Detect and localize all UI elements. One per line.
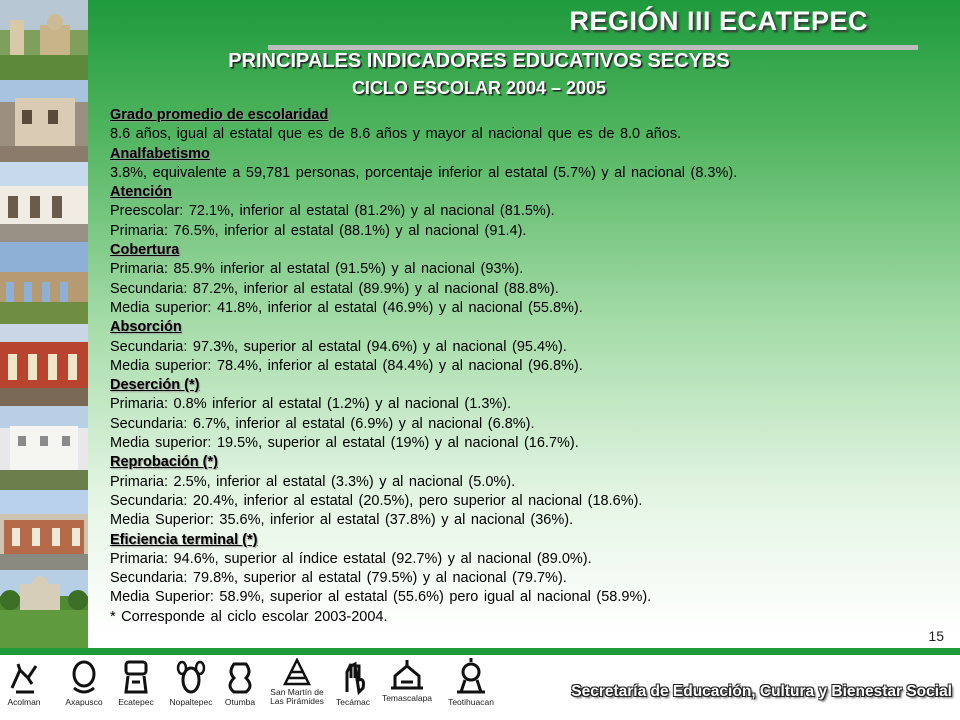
- section-cobertura: [110, 241, 910, 318]
- section-line: Media Superior: 58.9%, superior al estatal (55.6%) pero igual al nacional (58.9%).: [110, 589, 652, 606]
- section-line: Media superior: 78.4%, inferior al estatal (84.4%) y al nacional (96.8%).: [110, 357, 583, 374]
- page-number: 15: [928, 628, 944, 644]
- secretariat-name: Secretaría de Educación, Cultura y Bienestar Social: [571, 683, 952, 700]
- section-analfabetismo: [110, 145, 910, 184]
- municipality-label: Tecámac: [335, 697, 370, 707]
- municipality-label: Ecatepec: [118, 697, 154, 707]
- photo-strip: [0, 0, 88, 650]
- section-heading: Absorción: [110, 319, 182, 336]
- section-line: Primaria: 94.6%, superior al índice estatal (92.7%) y al nacional (89.0%).: [110, 550, 592, 567]
- section-desercion: [110, 376, 910, 453]
- section-line: Preescolar: 72.1%, inferior al estatal (81.2%) y al nacional (81.5%).: [110, 203, 555, 220]
- section-reprobacion: [110, 453, 910, 530]
- photo-white-building: [0, 406, 88, 492]
- municipality-ecatepec: [112, 658, 160, 707]
- section-heading: Grado promedio de escolaridad: [110, 107, 329, 123]
- temascalapa-glyph-icon: [376, 658, 438, 694]
- teotihuacan-glyph-icon: [440, 658, 502, 698]
- municipality-nopaltepec: [164, 658, 218, 707]
- municipality-label: Nopaltepec: [169, 697, 213, 707]
- section-heading: Cobertura: [110, 242, 180, 259]
- section-heading: Reprobación (*): [110, 454, 218, 471]
- section-heading: Eficiencia terminal (*): [110, 531, 258, 548]
- section-atencion: [110, 183, 910, 241]
- section-heading: Atención: [110, 184, 173, 201]
- section-heading: Deserción (*): [110, 377, 200, 394]
- municipality-label: Axapusco: [65, 697, 103, 707]
- acolman-glyph-icon: [2, 658, 46, 698]
- municipality-label: Acolman: [7, 697, 41, 707]
- section-absorcion: [110, 318, 910, 376]
- municipality-teotihuacan: [440, 658, 502, 707]
- section-line: Secundaria: 20.4%, inferior al estatal (20.5%), pero superior al nacional (18.6%).: [110, 492, 643, 509]
- section-line: Primaria: 85.9% inferior al estatal (91.5%) y al nacional (93%).: [110, 261, 524, 278]
- municipality-otumba: [218, 658, 262, 707]
- section-line: 3.8%, equivalente a 59,781 personas, porcentaje inferior al estatal (5.7%) y al nacional (8.3%).: [110, 164, 738, 181]
- section-line: Media superior: 41.8%, inferior al estatal (46.9%) y al nacional (55.8%).: [110, 299, 583, 316]
- section-line: Secundaria: 79.8%, superior al estatal (79.5%) y al nacional (79.7%).: [110, 570, 567, 587]
- municipality-temascalapa: [376, 658, 438, 703]
- section-line: Primaria: 76.5%, inferior al estatal (88.1%) y al nacional (91.4).: [110, 222, 527, 239]
- photo-municipal-palace: [0, 490, 88, 572]
- municipality-label: Temascalapa: [381, 693, 433, 703]
- section-heading: Analfabetismo: [110, 145, 210, 162]
- photo-garden: [0, 570, 88, 650]
- section-line: Primaria: 2.5%, inferior al estatal (3.3%) y al nacional (5.0%).: [110, 473, 516, 490]
- section-grado: [110, 106, 910, 145]
- photo-arcade: [0, 162, 88, 244]
- photo-church-plaza: [0, 0, 88, 82]
- nopaltepec-glyph-icon: [164, 658, 218, 698]
- indicators-content: [110, 106, 910, 627]
- axapusco-glyph-icon: [58, 658, 110, 698]
- section-eficiencia: [110, 531, 910, 608]
- section-line: Primaria: 0.8% inferior al estatal (1.2%) y al nacional (1.3%).: [110, 396, 512, 413]
- tecamac-glyph-icon: [330, 658, 376, 698]
- page-subtitle: CICLO ESCOLAR 2004 – 2005: [351, 78, 607, 98]
- page-title: PRINCIPALES INDICADORES EDUCATIVOS SECYBS: [228, 50, 730, 72]
- municipality-tecamac: [330, 658, 376, 707]
- pyramid-glyph-icon: [264, 658, 330, 688]
- section-line: Media superior: 19.5%, superior al estatal (19%) y al nacional (16.7%).: [110, 435, 579, 452]
- municipality-label: San Martín de Las Pirámides: [270, 687, 324, 706]
- section-line: Secundaria: 87.2%, inferior al estatal (89.9%) y al nacional (88.8%).: [110, 280, 559, 297]
- municipality-label: Otumba: [224, 697, 256, 707]
- photo-colonial-street: [0, 80, 88, 164]
- section-line: Secundaria: 6.7%, inferior al estatal (6.9%) y al nacional (6.8%).: [110, 415, 535, 432]
- municipality-axapusco: [58, 658, 110, 707]
- section-line: 8.6 años, igual al estatal que es de 8.6 años y mayor al nacional que es de 8.0 años.: [110, 126, 682, 143]
- footnote: * Corresponde al ciclo escolar 2003-2004.: [110, 608, 388, 625]
- footer-bar: [0, 648, 960, 655]
- region-title: REGIÓN III ECATEPEC: [569, 6, 868, 36]
- section-line: Secundaria: 97.3%, superior al estatal (94.6%) y al nacional (95.4%).: [110, 338, 567, 355]
- photo-aqueduct: [0, 242, 88, 326]
- ecatepec-glyph-icon: [112, 658, 160, 698]
- otumba-glyph-icon: [218, 658, 262, 698]
- municipality-acolman: [2, 658, 46, 707]
- photo-red-arcade: [0, 324, 88, 408]
- municipality-san-martin: [264, 658, 330, 706]
- municipality-label: Teotihuacan: [448, 697, 494, 707]
- section-line: Media Superior: 35.6%, inferior al estatal (37.8%) y al nacional (36%).: [110, 512, 574, 529]
